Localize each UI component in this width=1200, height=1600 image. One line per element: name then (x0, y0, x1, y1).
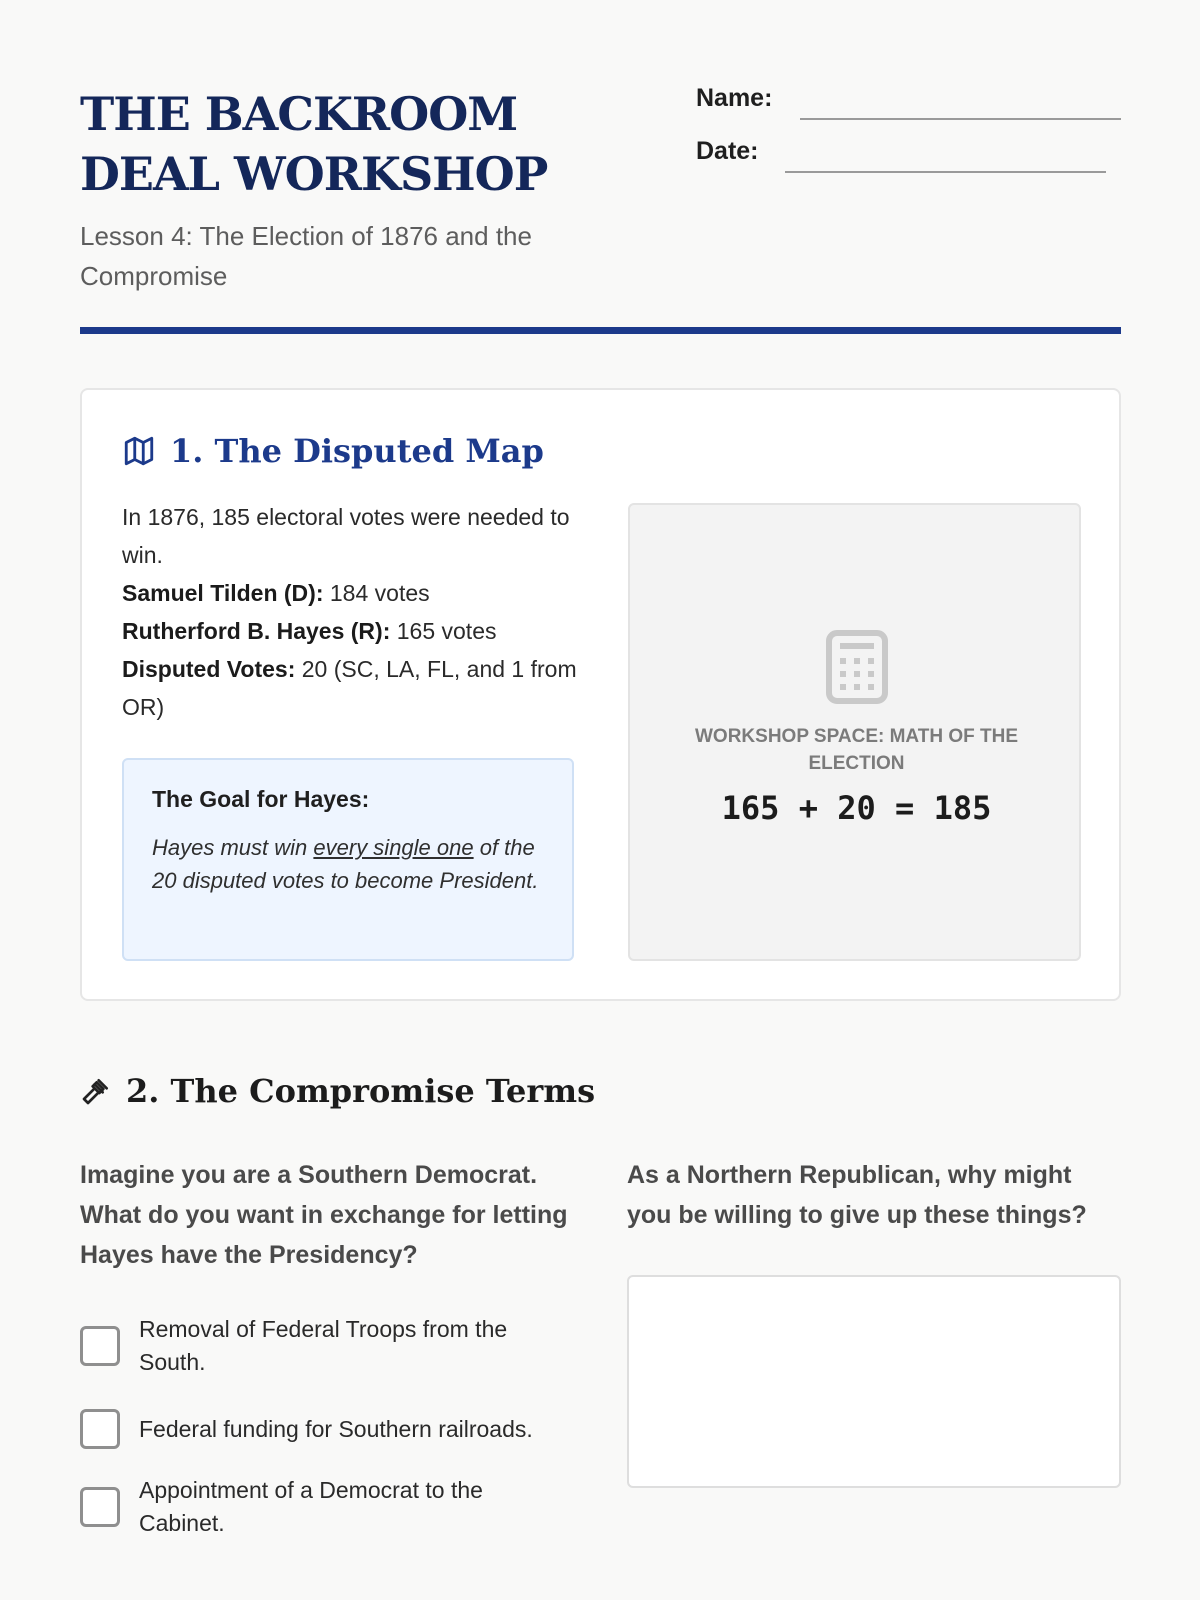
workspace-equation: 165 + 20 = 185 (721, 789, 992, 827)
fact-disputed (122, 650, 577, 726)
southern-democrat-prompt: Imagine you are a Southern Democrat. What do you want in exchange for letting Hayes have the Presidency? (80, 1161, 568, 1269)
header-divider (80, 327, 1121, 334)
election-facts (122, 498, 577, 726)
calculator-icon (826, 630, 888, 704)
fact-label: Samuel Tilden (D): (122, 580, 324, 606)
name-field[interactable] (800, 118, 1121, 120)
goal-callout (122, 758, 574, 961)
workspace-label: WORKSHOP SPACE: MATH OF THE ELECTION (695, 726, 1018, 774)
fact-value: 165 votes (390, 618, 497, 644)
option-troops[interactable] (80, 1313, 580, 1379)
section-heading (122, 432, 544, 470)
map-icon (122, 434, 156, 468)
fact-value: 20 (SC, LA, FL, and 1 from OR) (122, 656, 577, 720)
checkbox[interactable] (80, 1487, 120, 1527)
fact-label: Disputed Votes: (122, 656, 296, 682)
name-label: Name: (696, 84, 773, 112)
fact-tilden (122, 574, 577, 612)
worksheet-header (80, 84, 1121, 296)
option-cabinet[interactable] (80, 1474, 580, 1540)
goal-text-start: Hayes must win (152, 835, 314, 860)
workshop-space (628, 503, 1081, 961)
gavel-icon (80, 1075, 112, 1107)
option-railroads[interactable] (80, 1409, 580, 1449)
facts-intro: In 1876, 185 electoral votes were needed to win. (122, 504, 570, 568)
section-1-title: 1. The Disputed Map (170, 432, 544, 470)
section-heading (80, 1072, 595, 1110)
checkbox[interactable] (80, 1409, 120, 1449)
option-label: Appointment of a Democrat to the Cabinet. (139, 1477, 483, 1536)
date-field[interactable] (785, 171, 1106, 173)
lesson-subtitle: Lesson 4: The Election of 1876 and the Compromise (80, 221, 532, 291)
answer-textbox[interactable] (627, 1275, 1121, 1488)
student-fields (696, 84, 1121, 190)
page-title: THE BACKROOM DEAL WORKSHOP (80, 87, 548, 201)
goal-title: The Goal for Hayes: (152, 786, 370, 812)
fact-hayes (122, 612, 577, 650)
option-label: Federal funding for Southern railroads. (139, 1415, 533, 1442)
option-label: Removal of Federal Troops from the South. (139, 1316, 508, 1375)
date-label: Date: (696, 137, 759, 165)
goal-text-end: of the 20 disputed votes to become President. (152, 835, 539, 893)
northern-republican-prompt: As a Northern Republican, why might you be willing to give up these things? (627, 1161, 1087, 1229)
section-2-title: 2. The Compromise Terms (126, 1072, 596, 1110)
checkbox[interactable] (80, 1326, 120, 1366)
goal-text-emphasis: every single one (313, 835, 474, 860)
name-row (696, 84, 1121, 137)
date-row (696, 137, 1121, 190)
disputed-map-card (80, 388, 1121, 1001)
fact-label: Rutherford B. Hayes (R): (122, 618, 391, 644)
goal-text (152, 831, 544, 897)
fact-value: 184 votes (323, 580, 430, 606)
